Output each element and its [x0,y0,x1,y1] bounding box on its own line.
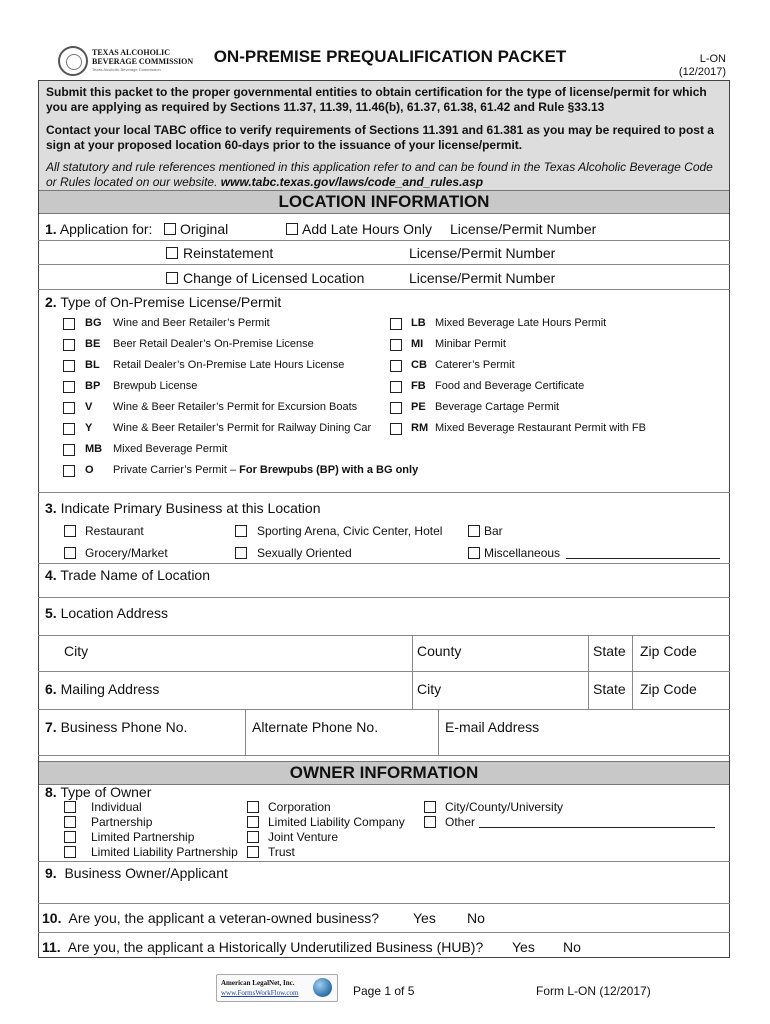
permit-code: FB [411,380,426,392]
permit-name: Wine & Beer Retailer’s Permit for Excursion Boats [113,401,358,413]
owner-type-label: Corporation [268,800,331,814]
location-state-label: State [593,643,626,659]
divider [38,597,730,598]
divider [38,671,730,672]
permit-code: RM [411,422,429,434]
agency-name-line2: BEVERAGE COMMISSION [92,57,194,66]
grocery-label: Grocery/Market [85,546,168,560]
divider [632,671,633,709]
owner-type-label: Limited Partnership [91,830,195,844]
mailing-city-label: City [417,681,442,697]
change-location-checkbox[interactable] [166,272,178,284]
owner-type-label: Joint Venture [268,830,339,844]
original-label: Original [180,221,229,237]
hub-yes-option[interactable]: Yes [512,939,535,955]
q8-label: 8. Type of Owner [45,784,152,800]
permit-be-checkbox[interactable] [63,339,75,351]
sexually-oriented-label: Sexually Oriented [257,546,352,560]
owner-type-label: Trust [268,845,295,859]
divider [412,635,413,671]
divider [245,709,246,755]
owner-joint-venture-checkbox[interactable] [247,831,259,843]
divider [438,709,439,755]
owner-limited-partnership-checkbox[interactable] [64,831,76,843]
notice-paragraph-2: Contact your local TABC office to verify requirements of Sections 11.391 and 61.381 as you may be required to post a sign at your proposed location 60-days prior to the issuance of your license/permit. [46,123,714,152]
license-number-label-3: License/Permit Number [409,270,556,286]
owner-type-label: Other [445,815,476,829]
globe-icon [313,978,332,997]
permit-pe-checkbox[interactable] [390,402,402,414]
owner-type-label: Partnership [91,815,153,829]
owner-corporation-checkbox[interactable] [247,801,259,813]
permit-name: Mixed Beverage Late Hours Permit [435,317,607,329]
form-code: L-ON [699,53,726,65]
license-number-label-1: License/Permit Number [450,221,597,237]
owner-individual-checkbox[interactable] [64,801,76,813]
restaurant-checkbox[interactable] [64,525,76,537]
change-location-label: Change of Licensed Location [183,270,365,286]
permit-bg-checkbox[interactable] [63,318,75,330]
reinstatement-label: Reinstatement [183,245,274,261]
permit-code: PE [411,401,426,413]
permit-code: BP [85,380,101,392]
sexually-oriented-checkbox[interactable] [235,547,247,559]
permit-fb-checkbox[interactable] [390,381,402,393]
sporting-arena-label: Sporting Arena, Civic Center, Hotel [257,524,443,538]
q4-label: 4. Trade Name of Location [45,567,211,583]
permit-code: MI [411,338,424,350]
divider [38,492,730,493]
q2-label: 2. Type of On-Premise License/Permit [45,294,282,310]
grocery-checkbox[interactable] [64,547,76,559]
divider [38,563,730,564]
q3-label: 3. Indicate Primary Business at this Location [45,500,321,516]
divider [38,264,730,265]
notice-paragraph-1: Submit this packet to the proper governmental entities to obtain certification for the type of license/permit for which you are applying as required by Sections 11.37, 11.39, 11.46(b), 61.37, 61.38, 61.42 and Rule §33.13 [46,85,707,114]
permit-name: Wine and Beer Retailer’s Permit [113,317,270,329]
permit-name: Beverage Cartage Permit [435,401,560,413]
owner-partnership-checkbox[interactable] [64,816,76,828]
divider [588,635,589,671]
hub-no-option[interactable]: No [563,939,581,955]
divider [38,709,730,710]
owner-trust-checkbox[interactable] [247,846,259,858]
page-title: ON-PREMISE PREQUALIFICATION PACKET [213,47,567,66]
permit-name: Mixed Beverage Permit [113,443,228,455]
mailing-zip-label: Zip Code [640,681,697,697]
alternate-phone-label: Alternate Phone No. [252,719,379,735]
permit-v-checkbox[interactable] [63,402,75,414]
permit-name: Mixed Beverage Restaurant Permit with FB [435,422,646,434]
permit-lb-checkbox[interactable] [390,318,402,330]
form-date: (12/2017) [678,66,726,78]
q7-label: 7. Business Phone No. [45,719,188,735]
agency-name-line1: TEXAS ALCOHOLIC [92,48,171,57]
email-label: E-mail Address [445,719,540,735]
brewpub-note: For Brewpubs (BP) with a BG only [239,464,419,476]
divider [588,671,589,709]
permit-name: Brewpub License [113,380,198,392]
veteran-no-option[interactable]: No [467,910,485,926]
permit-code: BL [85,359,100,371]
permit-code: LB [411,317,426,329]
permit-rm-checkbox[interactable] [390,423,402,435]
q6-label: 6. Mailing Address [45,681,160,697]
owner-type-label: Individual [91,800,142,814]
owner-type-label: Limited Liability Partnership [91,845,238,859]
legalnet-name: American LegalNet, Inc. [221,979,295,987]
permit-cb-checkbox[interactable] [390,360,402,372]
permit-y-checkbox[interactable] [63,423,75,435]
permit-o-checkbox[interactable] [63,465,75,477]
veteran-yes-option[interactable]: Yes [413,910,436,926]
mailing-state-label: State [593,681,626,697]
divider [38,289,730,290]
location-section-heading: LOCATION INFORMATION [39,190,729,214]
owner-section-heading: OWNER INFORMATION [39,761,729,785]
permit-code: BG [85,317,102,329]
divider [38,932,730,933]
legalnet-badge [216,974,338,1002]
notice-paragraph-3 [46,160,726,190]
permit-name: Beer Retail Dealer’s On-Premise License [113,338,314,350]
original-checkbox[interactable] [164,223,176,235]
permit-name: Wine & Beer Retailer’s Permit for Railway Dining Car [113,422,372,434]
license-number-label-2: License/Permit Number [409,245,556,261]
miscellaneous-checkbox[interactable] [468,547,480,559]
notice-text: All statutory and rule references mentioned in this application refer to and can be found in the Texas Alcoholic Beverage Code or Rules located on our website. [46,160,713,189]
divider [38,861,730,862]
permit-code: Y [85,422,93,434]
permit-code: BE [85,338,101,350]
tabc-seal-logo [58,46,88,76]
permit-code: V [85,401,93,413]
permit-name: Caterer’s Permit [435,359,515,371]
notice-box [39,81,729,190]
permit-name: Retail Dealer’s On-Premise Late Hours License [113,359,345,371]
late-hours-checkbox[interactable] [286,223,298,235]
q9-label: 9. Business Owner/Applicant [45,865,228,881]
owner-type-label: Limited Liability Company [268,815,405,829]
location-zip-label: Zip Code [640,643,697,659]
permit-code: MB [85,443,103,455]
q10-label: 10. Are you, the applicant a veteran-owned business? [42,910,380,926]
agency-tagline: Texas Alcoholic Beverage Commission [92,67,161,72]
reinstatement-checkbox[interactable] [166,247,178,259]
permit-name: Food and Beverage Certificate [435,380,585,392]
form-footer-id: Form L-ON (12/2017) [536,984,651,998]
permit-code: O [85,464,94,476]
location-city-label: City [64,643,89,659]
owner-city-county-checkbox[interactable] [424,801,436,813]
permit-name: Private Carrier’s Permit – For Brewpubs (BP) with a BG only [113,464,419,476]
permit-bl-checkbox[interactable] [63,360,75,372]
divider [632,635,633,671]
location-county-label: County [417,643,462,659]
restaurant-label: Restaurant [85,524,144,538]
divider [38,755,730,756]
permit-name: Minibar Permit [435,338,506,350]
owner-other-field[interactable] [479,827,715,828]
permit-mi-checkbox[interactable] [390,339,402,351]
q1-label: 1. Application for: [45,221,153,237]
owner-type-label: City/County/University [445,800,564,814]
divider [38,635,730,636]
owner-llc-checkbox[interactable] [247,816,259,828]
bar-checkbox[interactable] [468,525,480,537]
owner-llp-checkbox[interactable] [64,846,76,858]
page-number: Page 1 of 5 [353,984,415,998]
divider [38,903,730,904]
miscellaneous-field[interactable] [566,558,720,559]
permit-bp-checkbox[interactable] [63,381,75,393]
website-link[interactable]: www.tabc.texas.gov/laws/code_and_rules.asp [220,175,484,189]
sporting-arena-checkbox[interactable] [235,525,247,537]
q5-label: 5. Location Address [45,605,168,621]
miscellaneous-label: Miscellaneous [484,546,561,560]
legalnet-url[interactable]: www.FormsWorkFlow.com [221,989,299,997]
divider [412,671,413,709]
permit-mb-checkbox[interactable] [63,444,75,456]
permit-code: CB [411,359,427,371]
divider [38,240,730,241]
bar-label: Bar [484,524,503,538]
q11-label: 11. Are you, the applicant a Historically Underutilized Business (HUB)? [42,939,484,955]
owner-other-checkbox[interactable] [424,816,436,828]
late-hours-label: Add Late Hours Only [302,221,432,237]
